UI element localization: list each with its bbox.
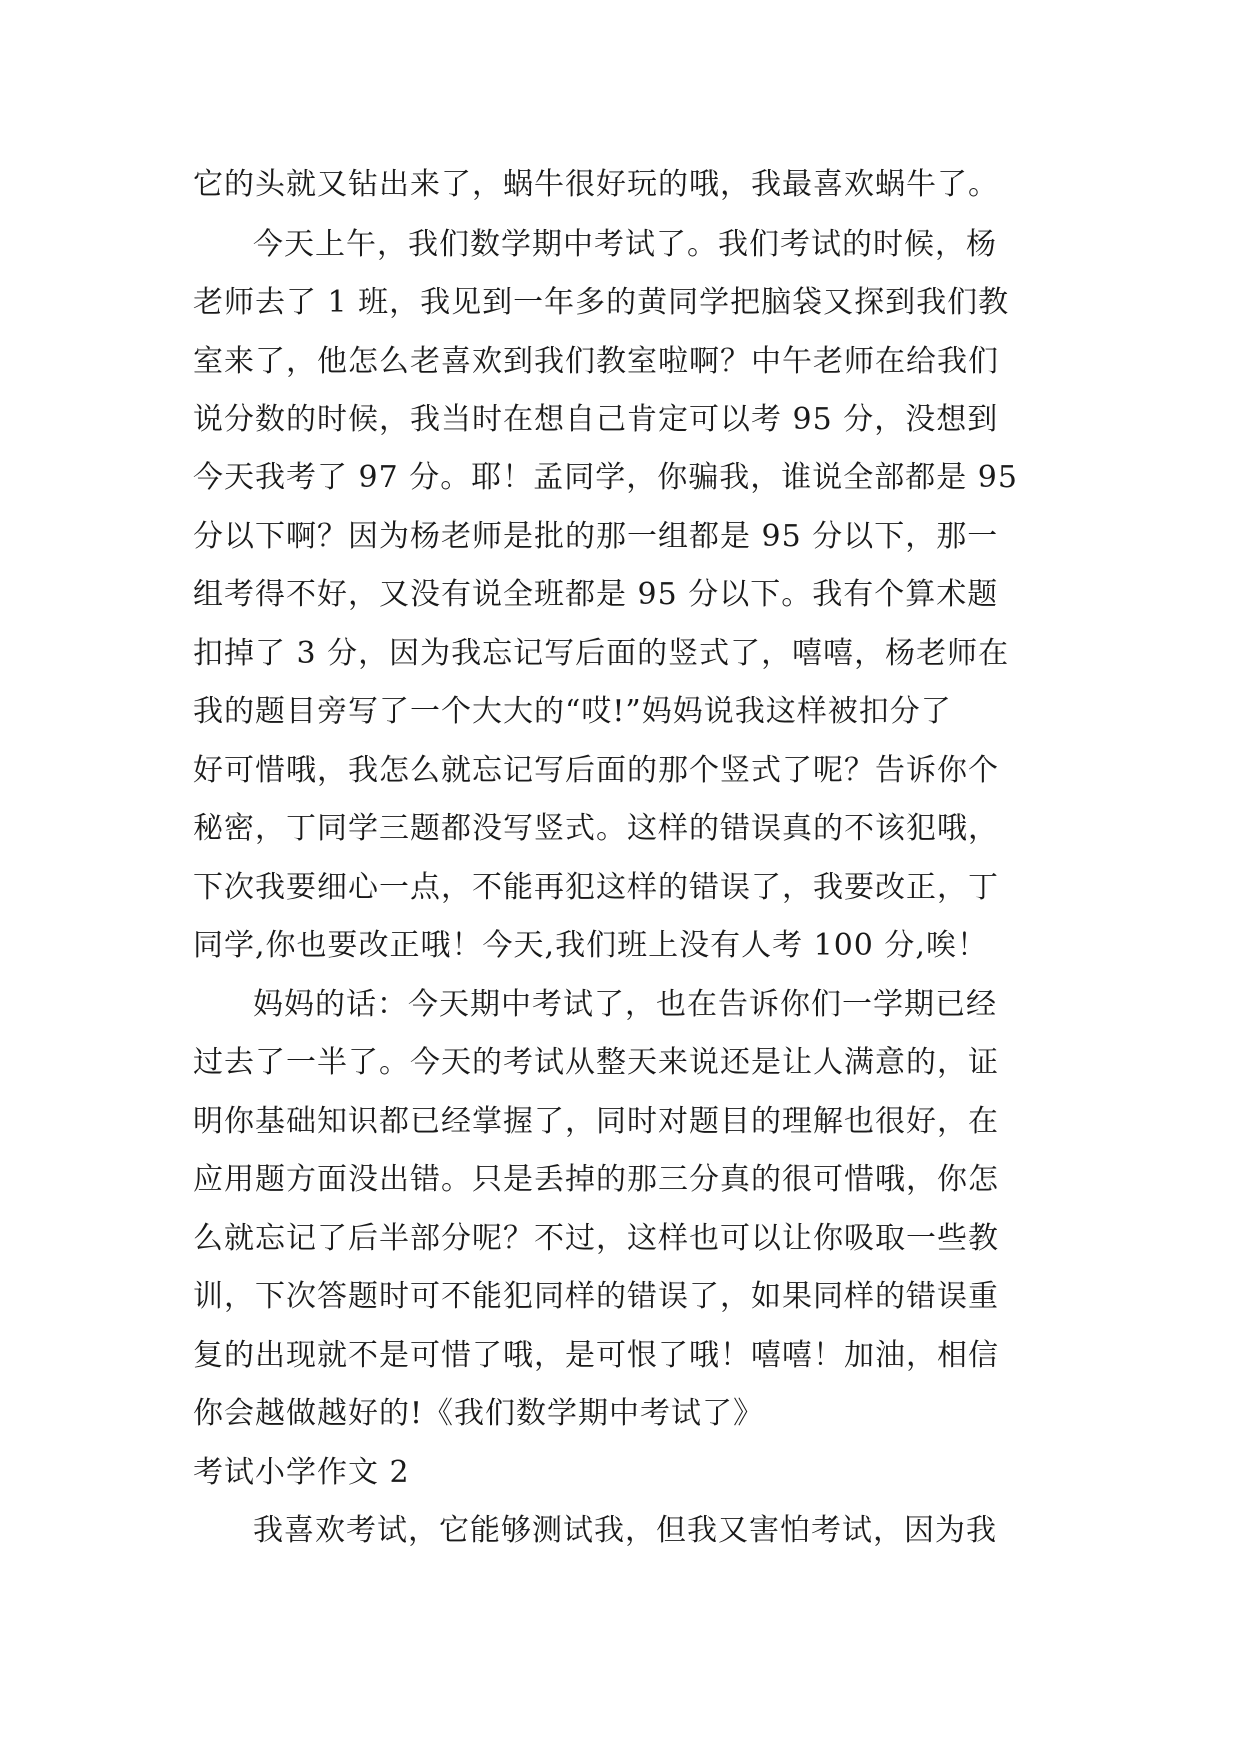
section-heading: 考试小学作文 2: [193, 1455, 410, 1490]
paragraph-line: 室来了，他怎么老喜欢到我们教室啦啊？中午老师在给我们: [193, 344, 999, 379]
paragraph-line: 过去了一半了。今天的考试从整天来说还是让人满意的，证: [193, 1045, 999, 1080]
paragraph-line: 你会越做越好的!《我们数学期中考试了》: [193, 1396, 765, 1431]
paragraph-line: 它的头就又钻出来了，蜗牛很好玩的哦，我最喜欢蜗牛了。: [193, 167, 999, 202]
paragraph-line: 好可惜哦，我怎么就忘记写后面的那个竖式了呢？告诉你个: [193, 753, 999, 788]
paragraph-line: 复的出现就不是可惜了哦，是可恨了哦！嘻嘻！加油，相信: [193, 1338, 999, 1373]
paragraph-line: 明你基础知识都已经掌握了，同时对题目的理解也很好，在: [193, 1104, 999, 1139]
paragraph-line: 我喜欢考试，它能够测试我，但我又害怕考试，因为我: [253, 1513, 997, 1548]
paragraph-line: 今天上午，我们数学期中考试了。我们考试的时候，杨: [253, 227, 997, 262]
paragraph-line: 扣掉了 3 分，因为我忘记写后面的竖式了，嘻嘻，杨老师在: [193, 636, 1010, 671]
paragraph-line: 分以下啊？因为杨老师是批的那一组都是 95 分以下，那一: [193, 519, 999, 554]
paragraph-line: 秘密，丁同学三题都没写竖式。这样的错误真的不该犯哦，: [193, 811, 999, 846]
paragraph-line: 训，下次答题时可不能犯同样的错误了，如果同样的错误重: [193, 1279, 999, 1314]
paragraph-line: 今天我考了 97 分。耶！孟同学，你骗我，谁说全部都是 95: [193, 460, 1018, 495]
paragraph-line: 说分数的时候，我当时在想自己肯定可以考 95 分，没想到: [193, 402, 999, 437]
paragraph-line: 应用题方面没出错。只是丢掉的那三分真的很可惜哦，你怎: [193, 1162, 999, 1197]
paragraph-line: 我的题目旁写了一个大大的“哎!”妈妈说我这样被扣分了: [193, 694, 952, 729]
paragraph-line: 么就忘记了后半部分呢？不过，这样也可以让你吸取一些教: [193, 1221, 999, 1256]
paragraph-line: 下次我要细心一点，不能再犯这样的错误了，我要改正，丁: [193, 870, 999, 905]
paragraph-line: 同学,你也要改正哦！今天,我们班上没有人考 100 分,唉！: [193, 928, 988, 963]
paragraph-line: 妈妈的话：今天期中考试了，也在告诉你们一学期已经: [253, 987, 997, 1022]
paragraph-line: 老师去了 1 班，我见到一年多的黄同学把脑袋又探到我们教: [193, 285, 1010, 320]
paragraph-line: 组考得不好，又没有说全班都是 95 分以下。我有个算术题: [193, 577, 999, 612]
